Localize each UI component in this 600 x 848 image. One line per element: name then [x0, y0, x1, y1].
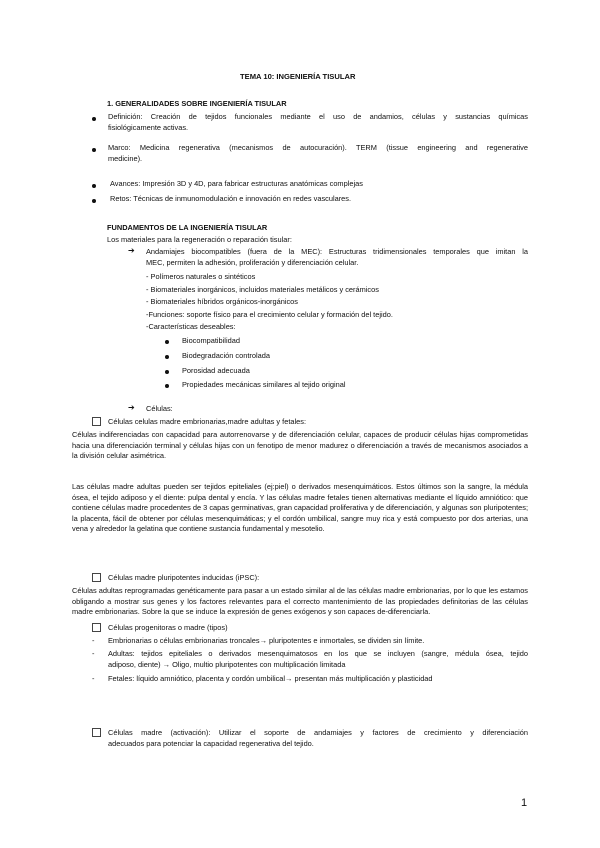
- box2-paragraph: Células adultas reprogramadas genéticamente para pasar a un estado similar al de las células madre embrionarias, por lo que les estamos obligando a mostrar sus genes y los factores relevantes para el correcto mantenimiento de las propiedades definitorias de las células madre embrionarias. Sobre la que se induce la expresión de genes exógenos y son capaces de-diferenciarla.: [72, 586, 528, 616]
- bullet-dot: [165, 340, 169, 344]
- bullet-dot: [92, 199, 96, 203]
- sub-item: - Biomateriales híbridos orgánicos-inorgánicos: [146, 297, 298, 306]
- dash-bullet: -: [92, 674, 95, 683]
- arrow-right-icon: ➔: [128, 403, 135, 412]
- box2-label: Células madre pluripotentes inducidas (iPSC):: [108, 573, 260, 582]
- bullet-dot: [92, 117, 96, 121]
- checkbox[interactable]: [92, 417, 101, 426]
- bullet-dot: [92, 184, 96, 188]
- dash-bullet: -: [92, 649, 95, 658]
- characteristic-item: Biocompatibilidad: [182, 336, 240, 345]
- box3-label: Células progenitoras o madre (tipos): [108, 623, 228, 632]
- andamiajes-text: Andamiajes biocompatibles (fuera de la MEC): Estructuras tridimensionales temporales que imitan la MEC, permiten la adhesión, proliferación y diferenciación celular.: [146, 247, 528, 267]
- bullet-dot: [165, 384, 169, 388]
- checkbox[interactable]: [92, 728, 101, 737]
- arrow-right-icon: ➔: [128, 246, 135, 255]
- bullet-dot: [165, 355, 169, 359]
- bullet-dot: [165, 370, 169, 374]
- section1-bullet-definicion: Definición: Creación de tejidos funcionales mediante el uso de andamios, células y sustancias químicas fisiológicamente activas.: [108, 112, 528, 132]
- box1-paragraph: Células indiferenciadas con capacidad para autorrenovarse y de diferenciación celular, capaces de producir células hijas comprometidas hacia una diferenciación terminal y células hijas con un fenotipo de menor madurez o diferenciación a través de mecanismos asociados a la división celular asimétrica.: [72, 430, 528, 460]
- bullet-dot: [92, 148, 96, 152]
- sub-item: - Polímeros naturales o sintéticos: [146, 272, 256, 281]
- section1-bullet-retos: Retos: Técnicas de inmunomodulación e innovación en redes vasculares.: [110, 194, 352, 203]
- checkbox[interactable]: [92, 623, 101, 632]
- cells-label: Células:: [146, 404, 173, 413]
- sub-item: -Características deseables:: [146, 322, 236, 331]
- section1-heading: 1. GENERALIDADES SOBRE INGENIERÍA TISULAR: [107, 99, 287, 108]
- characteristic-item: Propiedades mecánicas similares al tejido original: [182, 380, 346, 389]
- box3-item: Fetales: líquido amniótico, placenta y cordón umbilical→ presentan más multiplicación y plasticidad: [108, 674, 433, 683]
- section1-bullet-avances: Avances: Impresión 3D y 4D, para fabricar estructuras anatómicas complejas: [110, 179, 363, 188]
- section2-heading: FUNDAMENTOS DE LA INGENIERÍA TISULAR: [107, 223, 268, 232]
- box4-text: Células madre (activación): Utilizar el soporte de andamiajes y factores de crecimiento y diferenciación adecuados para potenciar la capacidad regenerativa del tejido.: [108, 728, 528, 748]
- dash-bullet: -: [92, 636, 95, 645]
- characteristic-item: Porosidad adecuada: [182, 366, 250, 375]
- sub-item: -Funciones: soporte físico para el crecimiento celular y formación del tejido.: [146, 310, 393, 319]
- sub-item: - Biomateriales inorgánicos, incluidos materiales metálicos y cerámicos: [146, 285, 379, 294]
- box3-item: Adultas: tejidos epiteliales o derivados mesenquimatosos en los que se incluyen (sangre, médula ósea, tejido adiposo, diente) → Oligo, multio pluripotentes con multiplicación limitada: [108, 649, 528, 669]
- box1-paragraph-2: Las células madre adultas pueden ser tejidos epiteliales (ej:piel) o derivados mesenquimáticos. Estos últimos son la sangre, la médula ósea, el tejido adiposo y el diente: pulpa dental y encía. Y las células madre fetales tienen alternativas mediante el líquido amniótico: que contiene células madre procedentes de 3 capas germinativas, gran capacidad proliferativa y de diferenciación, y algunas son pluripotentes; la placenta, fácil de obtener por células mesenquimáticas; y el cordón umbilical, sangre muy rica y está compuesto por dos arterias, una vena y alrededor la gelatina que contiene sustancia fundamental y mesotelio.: [72, 482, 528, 533]
- box1-label: Células celulas madre embrionarias,madre adultas y fetales:: [108, 417, 306, 426]
- page-number: 1: [521, 797, 528, 809]
- section2-intro: Los materiales para la regeneración o reparación tisular:: [107, 235, 292, 244]
- characteristic-item: Biodegradación controlada: [182, 351, 270, 360]
- section1-bullet-marco: Marco: Medicina regenerativa (mecanismos de autocuración). TERM (tissue engineering and regenerative medicine).: [108, 143, 528, 163]
- page-title: TEMA 10: INGENIERÍA TISULAR: [240, 72, 356, 81]
- checkbox[interactable]: [92, 573, 101, 582]
- box3-item: Embrionarias o células embrionarias troncales→ pluripotentes e inmortales, se dividen sin límite.: [108, 636, 425, 645]
